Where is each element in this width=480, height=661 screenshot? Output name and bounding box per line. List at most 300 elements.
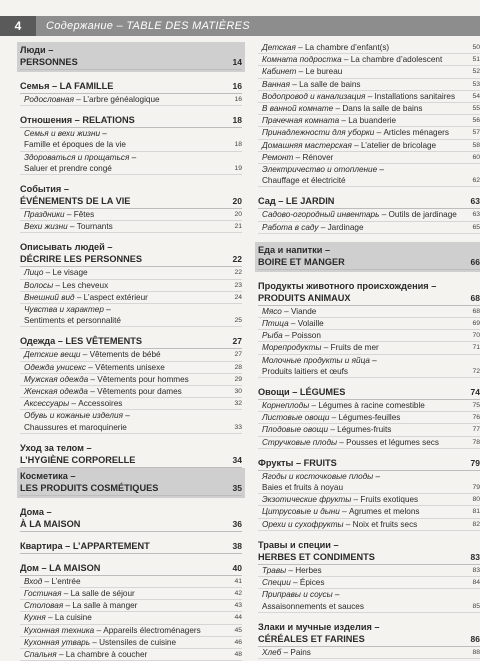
entry-page: 55	[472, 105, 480, 113]
entry-text	[24, 625, 228, 636]
entry-text	[262, 54, 466, 65]
section-title-fr: L’HYGIÈNE CORPORELLE	[20, 454, 136, 465]
entry-page: 57	[472, 129, 480, 137]
section-page: 34	[232, 454, 242, 465]
entry-page: 29	[234, 375, 242, 383]
entry-fr: La salle de séjour	[70, 589, 135, 599]
entry-fr: Pains	[290, 647, 311, 657]
entry-ru: Детская	[262, 43, 296, 52]
entry-dash: –	[351, 140, 361, 150]
section-title-ru: Описывать людей –	[20, 242, 113, 253]
toc-entry	[258, 66, 480, 78]
entry-fr: La chambre d’adolescent	[350, 55, 443, 65]
section-title-ru: Люди –	[20, 45, 54, 55]
entry-fr: Saluer et prendre congé	[24, 163, 112, 173]
entry-fr: Herbes	[295, 565, 322, 575]
entry-ru: Морепродукты	[262, 343, 322, 353]
entry-ru: Листовые овощи	[262, 413, 330, 423]
entry-ru: Детские вещи	[24, 350, 81, 360]
entry-dash: –	[73, 95, 84, 104]
section-title-fr: ÉVÉNEMENTS DE LA VIE	[20, 196, 131, 207]
entry-row	[24, 163, 242, 174]
section-title	[20, 114, 242, 128]
section-title-ru: Косметика –	[20, 470, 76, 481]
entry-dash: –	[90, 637, 100, 647]
entry-ru: Цитрусовые и дыни	[262, 507, 340, 517]
page-title: Содержание – TABLE DES MATIÈRES	[46, 20, 250, 32]
toc-entry	[20, 304, 242, 327]
toc-column-right	[258, 42, 480, 659]
section-title-fr: CÉRÉALES ET FARINES	[258, 633, 365, 644]
section-page: 20	[232, 196, 242, 207]
entry-ru: Волосы	[24, 280, 54, 290]
entry-fr: Accessoires	[78, 399, 123, 409]
toc-entry	[20, 221, 242, 233]
entry-text	[262, 127, 466, 138]
entry-page: 44	[234, 614, 242, 622]
entry-ru: Хлеб	[262, 647, 282, 657]
toc-entry	[258, 42, 480, 54]
entry-ru: Вехи жизни	[24, 222, 68, 232]
toc-entry	[258, 355, 480, 378]
section-title	[20, 562, 242, 576]
entry-dash: –	[86, 362, 96, 372]
section-title-row	[258, 551, 480, 565]
section-title	[258, 195, 480, 209]
toc-entry	[258, 519, 480, 531]
section-title-row	[20, 195, 242, 209]
entry-text	[262, 91, 466, 102]
entry-row	[262, 482, 480, 493]
entry-dash: –	[281, 647, 291, 657]
entry-ru: Садово-огородный инвентарь	[262, 210, 380, 220]
toc-entry	[20, 398, 242, 410]
entry-text	[262, 66, 466, 77]
toc-entry	[258, 79, 480, 91]
entry-dash: –	[67, 222, 77, 232]
toc-entry	[258, 437, 480, 449]
section-title	[20, 183, 242, 209]
entry-ru: Спальня	[24, 650, 57, 660]
section-title-row	[20, 454, 242, 468]
entry-fr: Installations sanitaires	[374, 91, 456, 101]
entry-fr: L’atelier de bricolage	[361, 140, 437, 150]
entry-text	[24, 374, 228, 385]
entry-fr: Outils de jardinage	[388, 210, 457, 220]
entry-page: 21	[234, 223, 242, 231]
toc-section	[20, 442, 242, 468]
toc-entry	[258, 494, 480, 506]
entry-dash: –	[45, 613, 55, 623]
section-title-fr: Овощи – LÉGUMES	[258, 387, 346, 398]
entry-page: 24	[234, 293, 242, 301]
entry-dash: –	[281, 306, 291, 316]
entry-text	[24, 649, 228, 660]
toc-section	[20, 540, 242, 554]
toc-entry	[258, 506, 480, 518]
toc-section	[258, 195, 480, 233]
toc-section	[17, 468, 245, 498]
entry-dash: –	[53, 280, 63, 290]
entry-dash: –	[351, 495, 361, 505]
entry-text	[262, 506, 466, 517]
section-title	[20, 506, 242, 532]
entry-page: 82	[472, 520, 480, 528]
section-title	[20, 335, 242, 349]
section-title	[20, 44, 242, 70]
entry-ru: Семья и вехи жизни –	[24, 129, 107, 139]
entry-text	[262, 519, 466, 530]
entry-page: 72	[472, 367, 480, 375]
toc-entry	[258, 424, 480, 436]
section-title-fr: PERSONNES	[20, 57, 78, 67]
entry-text	[24, 576, 228, 587]
entry-ru: Аксессуары	[24, 399, 70, 409]
entry-text	[262, 424, 466, 435]
section-page: 40	[232, 562, 242, 573]
entry-fr: Dans la salle de bains	[342, 104, 423, 114]
entry-ru: Электричество и отопление –	[262, 165, 384, 175]
entry-text	[262, 647, 466, 658]
entry-page: 27	[234, 351, 242, 359]
entry-page: 68	[472, 307, 480, 315]
section-page: 86	[470, 633, 480, 644]
entry-ru: Прачечная комната	[262, 116, 340, 126]
entry-fr: Ustensiles de cuisine	[99, 637, 177, 647]
entry-page: 23	[234, 281, 242, 289]
section-title-fr: Фрукты – FRUITS	[258, 457, 337, 468]
toc-entry	[258, 164, 480, 187]
entry-page: 50	[472, 44, 480, 51]
toc-entry	[20, 94, 242, 106]
entry-ru: Праздники	[24, 210, 65, 220]
entry-ru: Кухня	[24, 613, 46, 623]
section-title-row	[20, 80, 242, 94]
entry-page: 77	[472, 426, 480, 434]
entry-page: 62	[472, 177, 480, 185]
toc-section	[258, 280, 480, 378]
entry-ru: Кухонная техника	[24, 625, 95, 635]
section-page: 79	[470, 457, 480, 468]
entry-page: 54	[472, 92, 480, 100]
section-title-ru: Злаки и мучные изделия –	[258, 621, 380, 632]
entry-fr: Fruits de mer	[330, 343, 379, 353]
entry-row	[262, 175, 480, 186]
toc-entry	[258, 400, 480, 412]
entry-row	[262, 366, 480, 377]
section-page: 14	[232, 57, 242, 67]
entry-dash: –	[337, 437, 347, 447]
section-title	[258, 244, 480, 270]
entry-page: 46	[234, 638, 242, 646]
entry-ru: Обувь и кожаные изделия –	[24, 411, 130, 421]
section-title-fr: Одежда – LES VÊTEMENTS	[20, 336, 142, 347]
toc-section	[20, 80, 242, 106]
section-title-fr: HERBES ET CONDIMENTS	[258, 551, 375, 562]
entry-page: 76	[472, 414, 480, 422]
entry-text	[262, 330, 466, 341]
entry-text	[24, 600, 228, 611]
entry-ru: Стручковые плоды	[262, 437, 338, 447]
entry-dash: –	[94, 625, 104, 635]
entry-ru: Здороваться и прощаться –	[24, 152, 137, 162]
section-title-fr: Квартира – L’APPARTEMENT	[20, 540, 150, 551]
entry-text	[24, 362, 228, 373]
entry-dash: –	[56, 650, 66, 660]
toc-entry	[20, 600, 242, 612]
section-page: 22	[232, 254, 242, 265]
toc-section	[20, 114, 242, 175]
entry-page: 25	[234, 317, 242, 325]
entry-ru: Внешний вид	[24, 292, 75, 302]
toc-column-left	[20, 42, 242, 661]
entry-dash: –	[318, 222, 328, 232]
entry-text	[24, 349, 228, 360]
entry-fr: Légumes-feuilles	[338, 413, 401, 423]
entry-page: 60	[472, 153, 480, 161]
entry-page: 58	[472, 141, 480, 149]
entry-text	[262, 318, 466, 329]
entry-page: 42	[234, 590, 242, 598]
entry-text	[24, 221, 228, 232]
entry-ru: Мясо	[262, 306, 282, 316]
entry-page: 48	[234, 651, 242, 659]
toc-entry	[20, 128, 242, 151]
toc-entry	[20, 588, 242, 600]
entry-page: 19	[234, 164, 242, 172]
entry-page: 80	[472, 496, 480, 504]
entry-text	[262, 437, 466, 448]
entry-dash: –	[343, 519, 353, 529]
toc-entry	[20, 374, 242, 386]
entry-dash: –	[69, 399, 79, 409]
toc-section	[17, 42, 245, 72]
entry-page: 32	[234, 400, 242, 408]
entry-page: 33	[234, 423, 242, 431]
entry-text	[262, 412, 466, 423]
entry-ru: Принадлежности для уборки	[262, 128, 375, 138]
entry-page: 51	[472, 56, 480, 64]
entry-page: 75	[472, 402, 480, 410]
toc-entry	[258, 103, 480, 115]
entry-ru: Экзотические фрукты	[262, 495, 352, 505]
entry-dash: –	[296, 67, 306, 77]
toc-entry	[258, 222, 480, 234]
toc-entry	[258, 127, 480, 139]
section-title-fr: DÉCRIRE LES PERSONNES	[20, 254, 143, 265]
entry-fr: Fruits exotiques	[360, 495, 419, 505]
section-page: 68	[470, 292, 480, 303]
entry-ru: Травы	[262, 565, 287, 575]
entry-page: 53	[472, 80, 480, 88]
section-title-ru: Дома –	[20, 506, 52, 517]
section-title	[258, 457, 480, 471]
entry-fr: Vêtements pour hommes	[97, 374, 189, 384]
entry-text	[24, 267, 228, 278]
entry-fr: Fêtes	[73, 210, 95, 220]
section-title	[20, 540, 242, 554]
toc-entry	[258, 589, 480, 612]
entry-ru: Домашняя мастерская	[262, 140, 352, 150]
entry-page: 69	[472, 320, 480, 328]
toc-entry	[258, 342, 480, 354]
entry-dash: –	[328, 425, 338, 435]
entry-fr: La buanderie	[348, 116, 397, 126]
entry-fr: Baies et fruits à noyau	[262, 483, 344, 493]
entry-page: 18	[234, 141, 242, 149]
entry-fr: La salle à manger	[72, 601, 138, 611]
section-title-ru: Продукты животного происхождения –	[258, 280, 437, 291]
entry-ru: Ремонт	[262, 152, 294, 162]
toc-entry	[258, 471, 480, 494]
entry-ru: Орехи и сухофрукты	[262, 519, 344, 529]
entry-fr: L’aspect extérieur	[83, 292, 148, 302]
toc-entry	[258, 318, 480, 330]
entry-page: 22	[234, 269, 242, 277]
entry-dash: –	[295, 43, 305, 52]
entry-dash: –	[290, 578, 300, 588]
entry-ru: Работа в саду	[262, 222, 319, 232]
section-page: 18	[232, 115, 242, 126]
entry-page: 85	[472, 602, 480, 610]
section-title-row	[258, 256, 480, 270]
toc-entry	[20, 637, 242, 649]
toc-section	[20, 241, 242, 327]
toc-entry	[258, 91, 480, 103]
entry-text	[262, 140, 466, 151]
section-page: 35	[232, 482, 242, 493]
entry-ru: Водопровод и канализация	[262, 91, 366, 101]
toc-section	[258, 386, 480, 449]
entry-ru: Столовая	[24, 601, 64, 611]
toc-entry	[20, 612, 242, 624]
section-page: 66	[470, 256, 480, 267]
entry-ru: Плодовые овощи	[262, 425, 329, 435]
toc-entry	[258, 330, 480, 342]
entry-fr: Rénover	[302, 152, 334, 162]
section-title-fr: PRODUITS ANIMAUX	[258, 292, 351, 303]
entry-dash: –	[329, 413, 339, 423]
section-title	[258, 386, 480, 400]
entry-fr: Vêtements unisexe	[95, 362, 165, 372]
entry-page: 63	[472, 211, 480, 219]
entry-ru: Родословная	[24, 95, 74, 104]
entry-ru: Приправы и соусы –	[262, 590, 340, 600]
entry-page: 88	[472, 648, 480, 656]
section-page: 36	[232, 518, 242, 529]
entry-dash: –	[379, 210, 389, 220]
entry-fr: L’entrée	[51, 576, 81, 586]
toc-entry	[20, 625, 242, 637]
entry-fr: La cuisine	[54, 613, 92, 623]
section-title-row	[258, 457, 480, 471]
entry-dash: –	[63, 601, 73, 611]
section-title-ru: Травы и специи –	[258, 539, 339, 550]
entry-text	[262, 400, 466, 411]
entry-ru: Кухонная утварь	[24, 637, 91, 647]
entry-fr: Chauffage et électricité	[262, 176, 346, 186]
toc-section	[20, 183, 242, 233]
entry-text	[24, 386, 228, 397]
entry-page: 78	[472, 438, 480, 446]
entry-ru: Корнеплоды	[262, 401, 310, 411]
entry-dash: –	[339, 507, 349, 517]
entry-fr: Pousses et légumes secs	[346, 437, 439, 447]
entry-fr: Jardinage	[327, 222, 364, 232]
toc-section	[258, 539, 480, 613]
entry-fr: Noix et fruits secs	[352, 519, 418, 529]
entry-ru: В ванной комнате	[262, 104, 334, 114]
section-title-fr: BOIRE ET MANGER	[258, 256, 345, 267]
entry-text	[262, 222, 466, 233]
toc-entry	[258, 152, 480, 164]
section-title-fr: Семья – LA FAMILLE	[20, 81, 114, 91]
entry-ru: Комната подростка	[262, 55, 342, 65]
toc-entry	[20, 349, 242, 361]
entry-row	[24, 139, 242, 150]
toc-entry	[258, 209, 480, 221]
section-title-row	[20, 562, 242, 576]
entry-page: 43	[234, 602, 242, 610]
entry-page: 41	[234, 577, 242, 585]
entry-text	[262, 306, 466, 317]
section-title-row	[258, 292, 480, 306]
entry-fr: Le visage	[52, 268, 88, 278]
section-title-row	[258, 633, 480, 647]
toc-entry	[20, 292, 242, 304]
entry-fr: Vêtements pour dames	[97, 387, 182, 397]
toc-section	[258, 457, 480, 531]
entry-text	[262, 494, 466, 505]
section-title-row	[20, 540, 242, 554]
entry-row	[24, 422, 242, 433]
section-title	[20, 80, 242, 94]
entry-dash: –	[309, 401, 319, 411]
entry-dash: –	[289, 79, 300, 89]
entry-ru: Вход	[24, 576, 43, 586]
section-title-row	[20, 253, 242, 267]
entry-text	[262, 42, 466, 53]
toc-entry	[20, 576, 242, 588]
entry-fr: Tournants	[76, 222, 113, 232]
section-title-row	[20, 482, 242, 496]
entry-page: 56	[472, 117, 480, 125]
entry-row	[262, 601, 480, 612]
toc-entry	[20, 362, 242, 374]
entry-page: 79	[472, 484, 480, 492]
section-page: 38	[232, 540, 242, 551]
section-title-row	[258, 195, 480, 209]
section-page: 16	[232, 81, 242, 91]
entry-page: 81	[472, 508, 480, 516]
entry-fr: Sentiments et personnalité	[24, 316, 121, 326]
toc-entry	[258, 647, 480, 659]
toc-section	[258, 621, 480, 659]
entry-text	[262, 577, 466, 588]
section-title-ru: Уход за телом –	[20, 442, 92, 453]
entry-fr: Épices	[299, 578, 325, 588]
entry-fr: Produits laitiers et œufs	[262, 366, 348, 376]
entry-dash: –	[87, 387, 98, 397]
entry-dash: –	[80, 350, 90, 360]
entry-dash: –	[286, 565, 296, 575]
section-title	[258, 280, 480, 306]
entry-dash: –	[333, 104, 343, 114]
toc-entry	[258, 115, 480, 127]
entry-fr: Poisson	[291, 331, 321, 341]
section-page: 83	[470, 551, 480, 562]
entry-text	[24, 94, 228, 105]
